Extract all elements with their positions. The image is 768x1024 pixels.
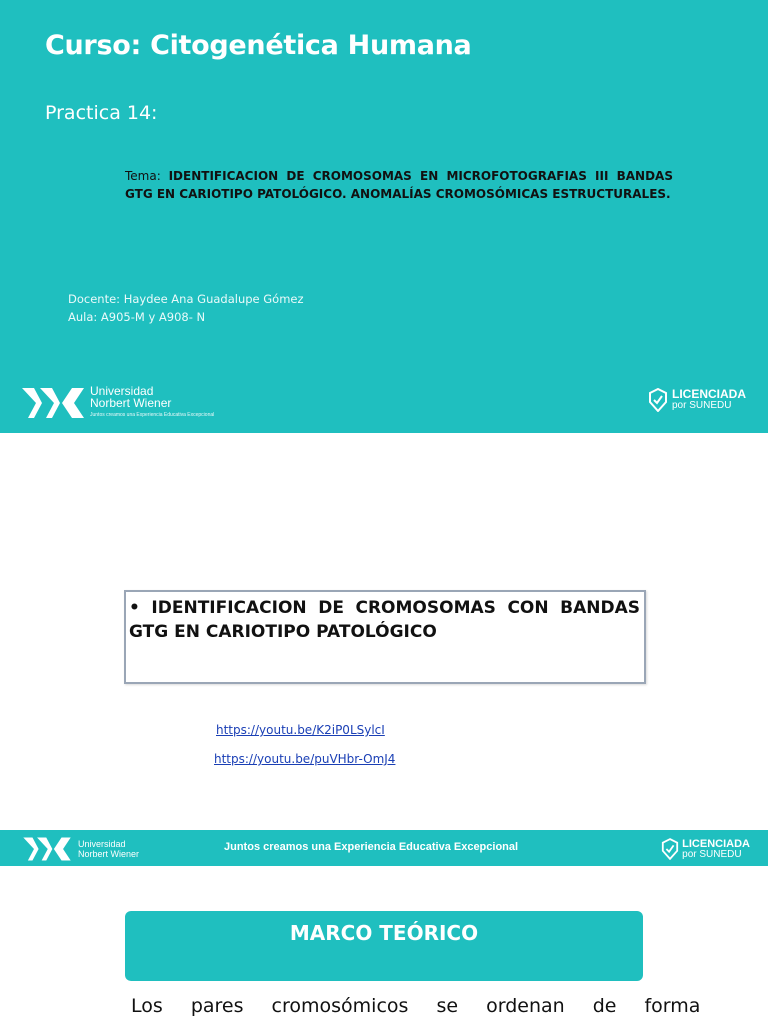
university-slogan: Juntos creamos una Experiencia Educativa Excepcional xyxy=(90,412,215,418)
course-title: Curso: Citogenética Humana xyxy=(45,30,472,61)
sunedu-license-logo xyxy=(648,388,746,412)
practice-number: Practica 14: xyxy=(45,102,158,124)
license-badge-icon xyxy=(648,388,668,412)
topic-label: Tema: xyxy=(125,169,161,183)
topic-bullet: • IDENTIFICACION DE CROMOSOMAS CON BANDAS GTG EN CARIOTIPO PATOLÓGICO xyxy=(129,598,640,642)
teacher-name: Docente: Haydee Ana Guadalupe Gómez xyxy=(68,292,304,306)
uwiener-mark-icon xyxy=(22,386,84,420)
license-text-2: por SUNEDU xyxy=(672,400,732,411)
university-name-1: Universidad xyxy=(90,384,154,398)
topic-text: IDENTIFICACION DE CROMOSOMAS EN MICROFOTOGRAFIAS III BANDAS GTG EN CARIOTIPO PATOLÓGICO. ANOMALÍAS CROMOSÓMICAS ESTRUCTURALES. xyxy=(125,169,673,201)
section-title-box xyxy=(125,911,643,981)
banner-university-logo xyxy=(22,836,139,862)
banner-license-text-1: LICENCIADA xyxy=(682,837,750,850)
banner-slogan: Juntos creamos una Experiencia Educativa Excepcional xyxy=(224,841,519,853)
university-logo xyxy=(22,385,214,421)
teacher-info xyxy=(68,290,304,326)
banner-license-text-2: por SUNEDU xyxy=(682,848,742,860)
license-text-1: LICENCIADA xyxy=(672,387,746,401)
footer-banner xyxy=(0,830,768,866)
banner-license-logo xyxy=(661,838,750,860)
classroom: Aula: A905-M y A908- N xyxy=(68,310,206,324)
topic xyxy=(125,167,673,203)
university-name-2: Norbert Wiener xyxy=(90,396,172,410)
title-slide xyxy=(0,0,768,433)
uwiener-mark-icon xyxy=(22,836,72,862)
section-title: MARCO TEÓRICO xyxy=(289,921,479,945)
banner-university-name-1: Universidad xyxy=(78,839,126,849)
video-link-2[interactable]: https://youtu.be/puVHbr-OmJ4 xyxy=(214,752,396,766)
topic-box xyxy=(124,590,646,684)
paragraph: Los pares cromosómicos se ordenan de forma xyxy=(131,995,701,1017)
banner-university-name-2: Norbert Wiener xyxy=(78,849,140,859)
video-link-1[interactable]: https://youtu.be/K2iP0LSylcI xyxy=(216,723,385,737)
license-badge-icon xyxy=(661,838,679,860)
